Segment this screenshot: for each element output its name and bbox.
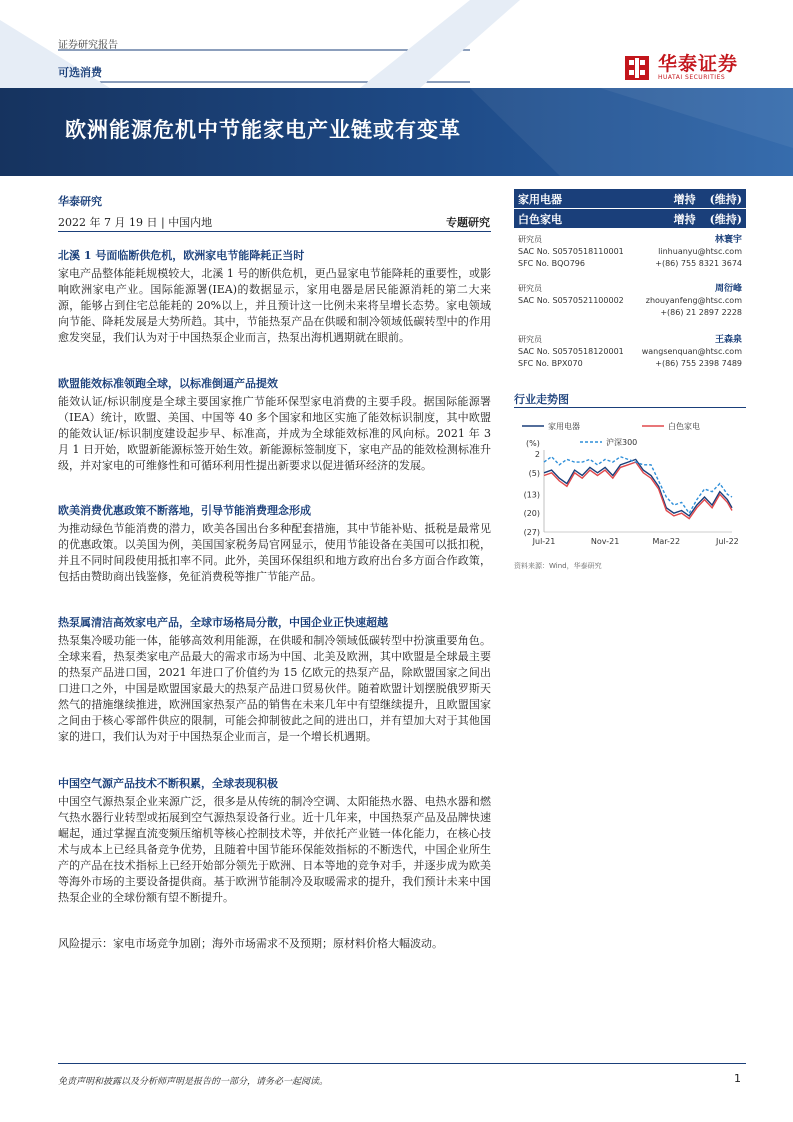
report-date: 2022 年 7 月 19 日 (58, 216, 158, 229)
analyst-email: zhouyanfeng@htsc.com (645, 296, 742, 305)
chart-source: 资料来源：Wind，华泰研究 (514, 562, 602, 570)
analyst-sac: SAC No. S0570521100002 (518, 296, 624, 305)
analyst-sfc: SFC No. BPX070 (518, 359, 583, 368)
page-number: 1 (734, 1072, 741, 1085)
section-body: 为推动绿色节能消费的潜力，欧美各国出台多种配套措施，其中节能补贴、抵税是最常见的优惠政策。以美国为例，美国国家税务局官网显示，使用节能设备在美国可以抵扣税，并且不同时间段使用抵扣率不同。此外，美国环保组织和地方政府出台多方面合作政策，包括由赞助商出钱鉴修，免征消费税等推广节能产品。 (58, 522, 491, 583)
separator: | (160, 216, 169, 229)
y-tick-label: (20) (523, 509, 540, 519)
y-tick-label: (27) (523, 528, 540, 537)
divider (514, 407, 746, 408)
x-tick-label: Nov-21 (590, 537, 620, 546)
analyst-block (514, 334, 746, 370)
analyst-role: 研究员 (518, 235, 542, 244)
rating-value: 增持 (673, 212, 696, 226)
series-line (544, 459, 732, 516)
industry-trend-chart (514, 412, 746, 562)
report-title: 欧洲能源危机中节能家电产业链或有变革 (65, 117, 461, 142)
analyst-sac: SAC No. S0570518120001 (518, 347, 624, 356)
legend-label: 沪深300 (606, 438, 638, 447)
rating-note: (维持) (709, 212, 742, 226)
footer-divider (58, 1063, 746, 1064)
industry-name: 家用电器 (518, 192, 562, 206)
risk-warning: 风险提示：家电市场竞争加剧；海外市场需求不及预期；原材料价格大幅波动。 (58, 937, 443, 950)
date-line (58, 214, 490, 230)
analyst-role: 研究员 (518, 284, 542, 293)
y-tick-label: 2 (534, 450, 540, 459)
report-region: 中国内地 (168, 216, 213, 229)
section-title: 欧美消费优惠政策不断落地，引导节能消费理念形成 (58, 504, 311, 517)
section-title: 北溪 1 号面临断供危机，欧洲家电节能降耗正当时 (58, 249, 305, 262)
footer-disclaimer: 免责声明和披露以及分析师声明是报告的一部分，请务必一起阅读。 (58, 1077, 329, 1087)
section-title: 热泵属清洁高效家电产品，全球市场格局分散，中国企业正快速超越 (58, 616, 388, 629)
section-2 (58, 376, 491, 474)
industry-name: 白色家电 (518, 212, 562, 226)
section-body: 中国空气源热泵企业来源广泛，很多是从传统的制冷空调、太阳能热水器、电热水器和燃气热水器行业转型或拓展到空气源热泵设备行业。近十几年来，中国热泵产品及品牌快速崛起，通过掌握直流变频压缩机等核心控制技术等，并依托产业链一体化能力，在核心技术与成本上已经具备竞争优势，且随着中国节能环保能效指标的不断迭代，中国企业所生产的产品在技术指标上已经开始部分领先于欧洲、日本等地的竞争对手，并逐步成为欧美等海外市场的主要设备提供商。基于欧洲节能制冷及取暖需求的提升，我们预计未来中国热泵企业的全球份额有望不断提升。 (58, 795, 491, 904)
analyst-block (514, 234, 746, 270)
analyst-email: linhuanyu@htsc.com (658, 247, 742, 256)
rating-value: 增持 (673, 192, 696, 206)
report-type: 专题研究 (446, 216, 490, 229)
analyst-name: 林寰宇 (714, 235, 742, 245)
legend-label: 家用电器 (548, 422, 580, 431)
rating-note: (维持) (709, 192, 742, 206)
section-5 (58, 776, 491, 906)
legend-label: 白色家电 (668, 422, 700, 431)
x-tick-label: Jul-22 (716, 537, 739, 546)
section-body: 热泵集冷暖功能一体，能够高效利用能源，在供暖和制冷领域低碳转型中扮演重要角色。全球来看，热泵类家电产品最大的需求市场为中国、北美及欧洲，其中欧盟是全球最主要的热泵产品进口国，2021 年进口了价值约为 15 亿欧元的热泵产品，除欧盟国家之间出口进口之外，中国是欧盟国家最大的热泵产品进口贸易伙伴。随着欧盟计划摆脱俄罗斯天然气的措施继续推进，欧洲国家热泵产品的销售在未来几年中有望继续提升，且欧盟国家之间由于核心零部件供应的限制，可能会抑制彼此之间的进出口，并有望加大对于其他国家的进口，我们认为对于中国热泵企业而言，是一个增长机遇期。 (58, 634, 491, 743)
report-tag: 证券研究报告 (58, 40, 118, 51)
logo-cn-text: 华泰证券 (658, 52, 739, 75)
chart-title: 行业走势图 (514, 393, 569, 406)
rating-row (514, 209, 746, 228)
industry-category: 可选消费 (58, 66, 102, 79)
analyst-name: 王森泉 (714, 335, 742, 345)
analyst-email: wangsenquan@htsc.com (641, 347, 742, 356)
analyst-phone: +(86) 755 2398 7489 (655, 359, 742, 368)
analyst-name: 周衍峰 (714, 284, 742, 294)
section-body: 能效认证/标识制度是全球主要国家推广节能环保型家电消费的主要手段。据国际能源署（IEA）统计，欧盟、美国、中国等 40 多个国家和地区实施了能效标识制度，其中欧盟的能效认证/标识制度建设起步早、标准高，并成为全球能效标准的风向标。2021 年 3 月 1 日开始，欧盟新能源标签开始生效。新能源标签制度下，家电产品的能效检测标准升级，并对家电的可维修性和可循环利用性提出新要求以促进循环经济的发展。 (58, 395, 491, 472)
research-org: 华泰研究 (58, 195, 102, 208)
huatai-logo (622, 52, 738, 82)
analyst-sac: SAC No. S0570518110001 (518, 247, 624, 256)
y-tick-label: (5) (528, 468, 540, 478)
logo-en-text: HUATAI SECURITIES (658, 73, 726, 81)
section-title: 欧盟能效标准领跑全球，以标准倒逼产品提效 (58, 377, 278, 390)
analyst-phone: +(86) 755 8321 3674 (655, 259, 742, 268)
divider (58, 231, 491, 232)
analyst-sfc: SFC No. BQO796 (518, 259, 585, 268)
x-tick-label: Jul-21 (532, 537, 556, 546)
section-title: 中国空气源产品技术不断积累，全球表现积极 (58, 777, 278, 790)
logo-mark-icon (622, 52, 652, 82)
rating-table (514, 189, 746, 228)
analyst-block (514, 283, 746, 319)
section-body: 家电产品整体能耗规模较大，北溪 1 号的断供危机，更凸显家电节能降耗的重要性，或影响欧洲家电产业。国际能源署(IEA)的数据显示，家用电器是居民能源消耗的第二大来源，能够占到住宅总能耗的 20%以上，并且预计这一比例未来将呈增长态势。家电领域向节能、降耗发展是大势所趋。其中，节能热泵产品在供暖和制冷领域低碳转型中的作用愈发突显，我们认为对于中国热泵企业而言，热泵出海机遇期就在眼前。 (58, 267, 491, 344)
y-tick-label: (13) (523, 490, 540, 500)
section-3 (58, 503, 491, 585)
x-tick-label: Mar-22 (652, 537, 681, 546)
analyst-role: 研究员 (518, 335, 542, 344)
analyst-phone: +(86) 21 2897 2228 (660, 308, 742, 317)
title-banner (0, 88, 793, 176)
rating-row (514, 189, 746, 208)
y-axis-label: (%) (526, 439, 540, 448)
section-1 (58, 248, 491, 346)
chart-svg (514, 412, 746, 562)
section-4 (58, 615, 491, 745)
